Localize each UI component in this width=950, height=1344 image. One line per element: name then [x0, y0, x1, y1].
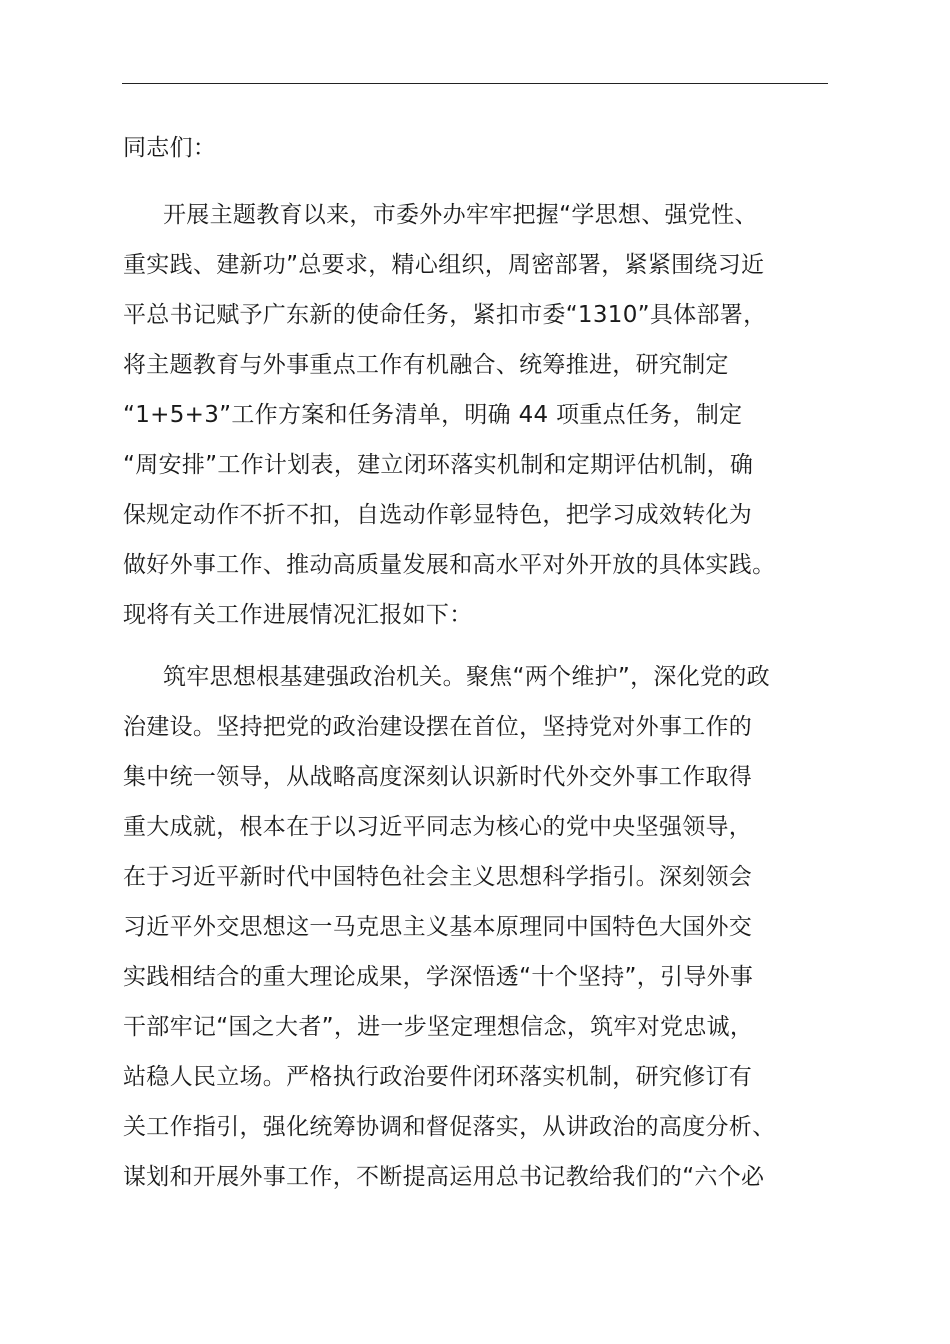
- paragraph-line: 站稳人民立场。严格执行政治要件闭环落实机制，研究修订有: [123, 1064, 753, 1090]
- paragraph-line: 重大成就，根本在于以习近平同志为核心的党中央坚强领导，: [123, 814, 753, 840]
- paragraph-line: 集中统一领导，从战略高度深刻认识新时代外交外事工作取得: [123, 764, 753, 790]
- paragraph-line: 筑牢思想根基建强政治机关。聚焦“两个维护”，深化党的政: [163, 664, 770, 690]
- paragraph-line: 将主题教育与外事重点工作有机融合、统筹推进，研究制定: [123, 352, 729, 378]
- paragraph-line: 平总书记赋予广东新的使命任务，紧扣市委“1310”具体部署，: [123, 302, 767, 328]
- paragraph-line: 开展主题教育以来，市委外办牢牢把握“学思想、强党性、: [163, 202, 758, 228]
- paragraph-line: 重实践、建新功”总要求，精心组织，周密部署，紧紧围绕习近: [123, 252, 765, 278]
- paragraph-line: 干部牢记“国之大者”，进一步坚定理想信念，筑牢对党忠诚，: [123, 1014, 754, 1040]
- paragraph-political-building: [123, 652, 835, 1202]
- paragraph-line: 在于习近平新时代中国特色社会主义思想科学指引。深刻领会: [123, 864, 753, 890]
- paragraph-line: 保规定动作不折不扣，自选动作彰显特色，把学习成效转化为: [123, 502, 753, 528]
- paragraph-line: 现将有关工作进展情况汇报如下：: [123, 602, 473, 628]
- paragraph-line: “周安排”工作计划表，建立闭环落实机制和定期评估机制，确: [123, 452, 754, 478]
- paragraph-intro: [123, 190, 835, 640]
- paragraph-line: 治建设。坚持把党的政治建设摆在首位，坚持党对外事工作的: [123, 714, 753, 740]
- paragraph-line: “1+5+3”工作方案和任务清单，明确 44 项重点任务，制定: [123, 402, 743, 428]
- paragraph-line: 做好外事工作、推动高质量发展和高水平对外开放的具体实践。: [123, 552, 776, 578]
- paragraph-line: 实践相结合的重大理论成果，学深悟透“十个坚持”，引导外事: [123, 964, 754, 990]
- paragraph-line: 习近平外交思想这一马克思主义基本原理同中国特色大国外交: [123, 914, 753, 940]
- paragraph-line: 谋划和开展外事工作，不断提高运用总书记教给我们的“六个必: [123, 1164, 765, 1190]
- paragraph-line: 关工作指引，强化统筹协调和督促落实，从讲政治的高度分析、: [123, 1114, 776, 1140]
- greeting: 同志们：: [123, 135, 217, 161]
- header-rule: [122, 83, 828, 84]
